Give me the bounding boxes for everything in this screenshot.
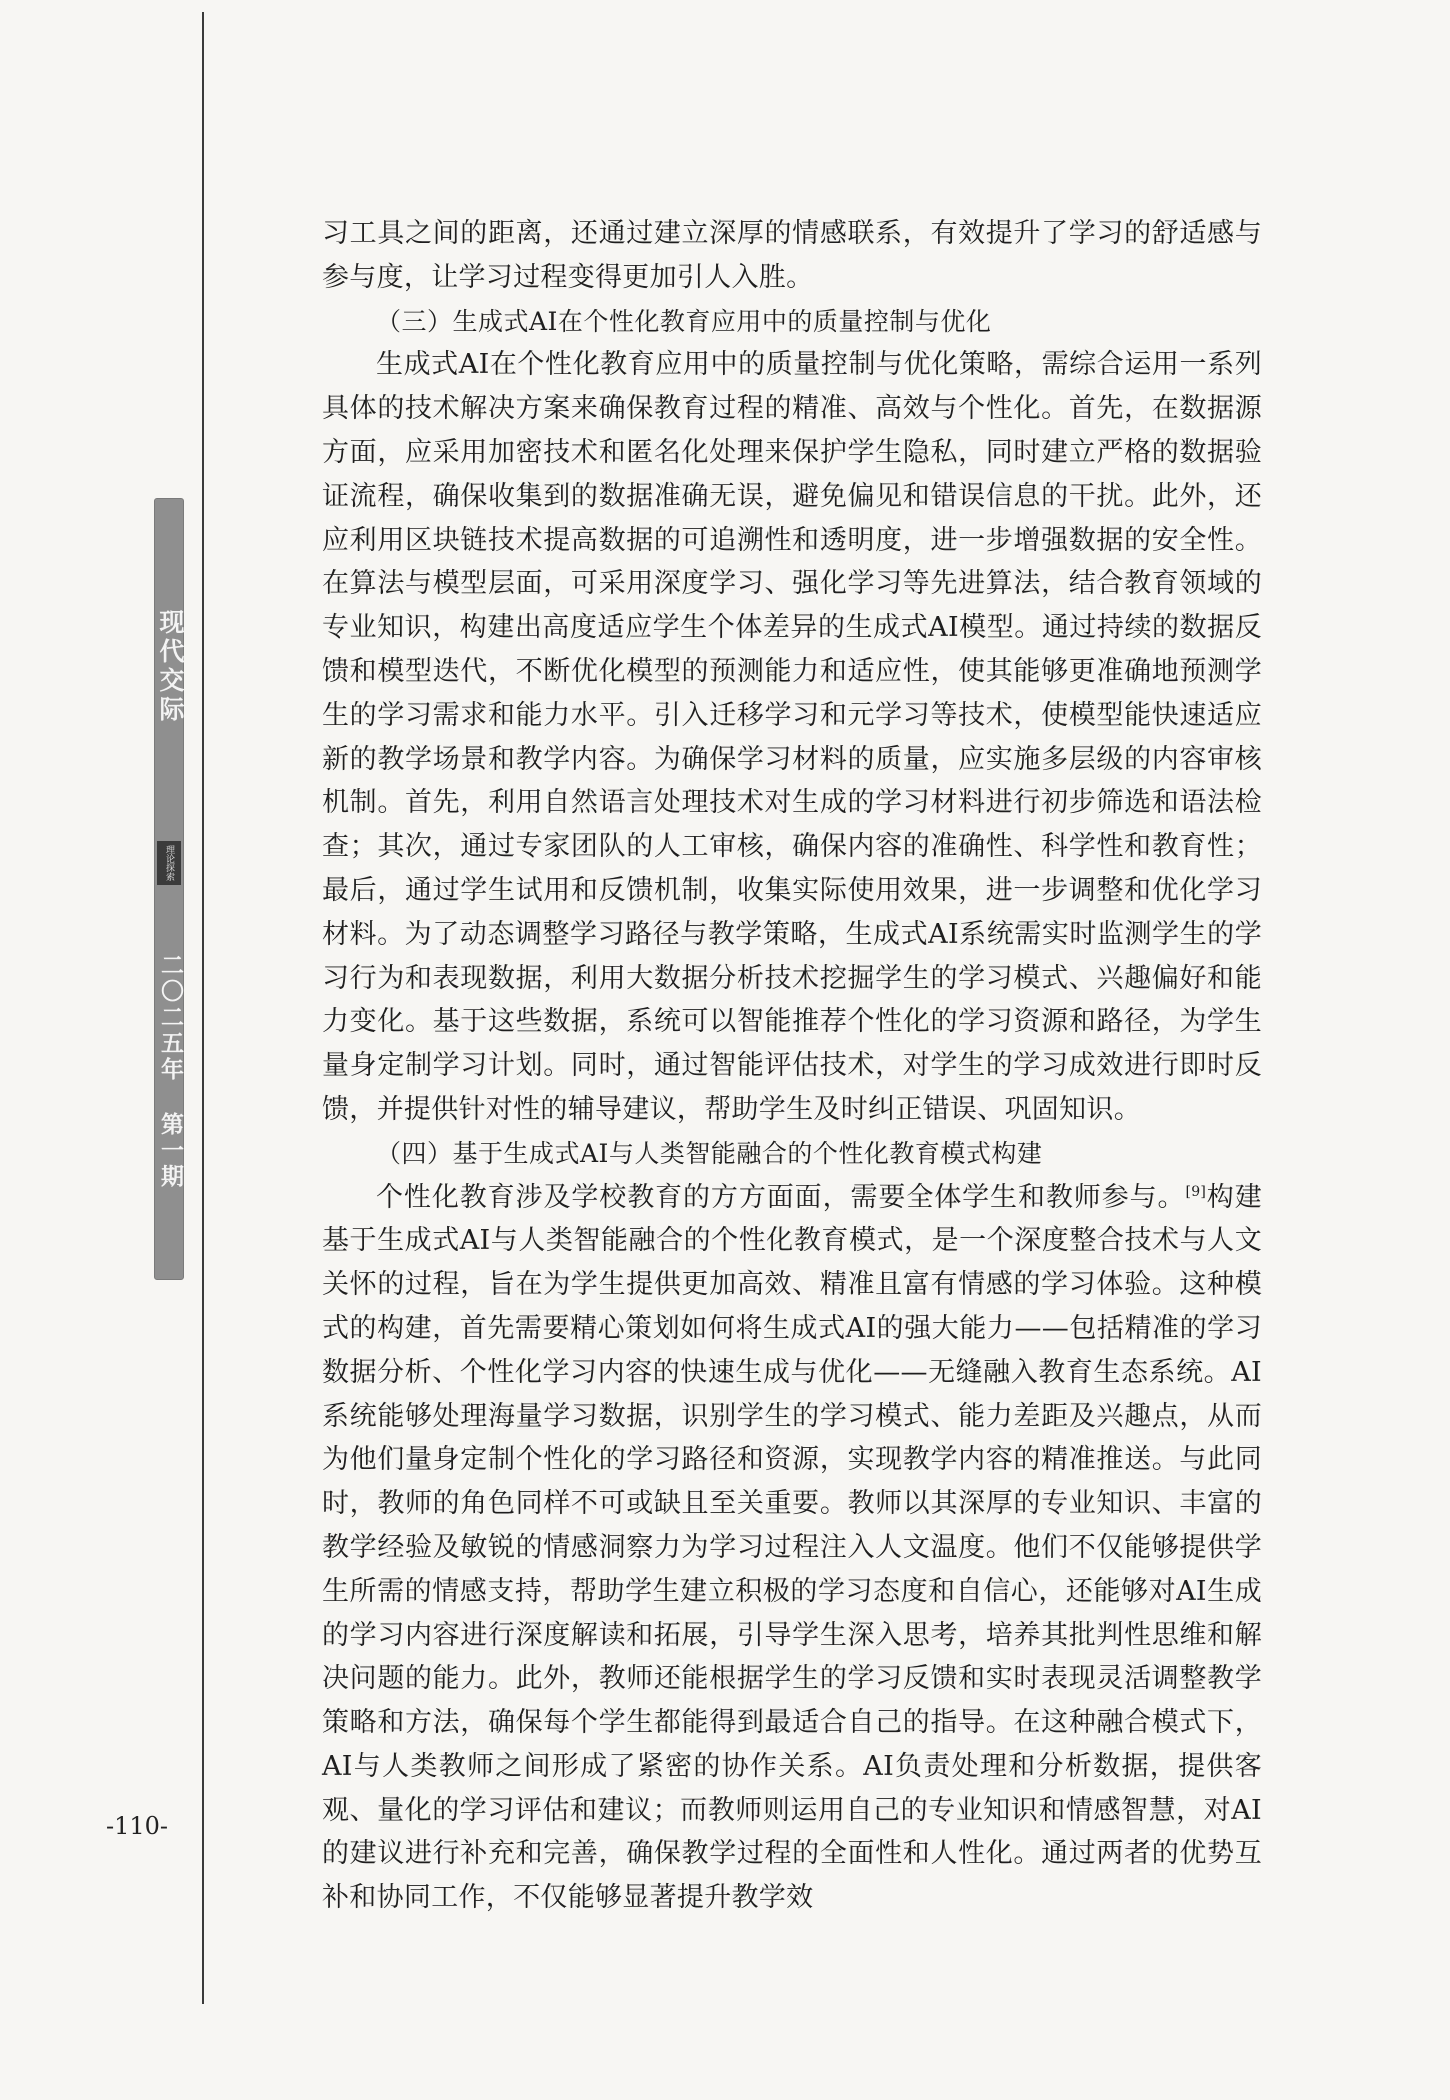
paragraph-fusion-model xyxy=(322,1176,1262,1921)
issue-label: 二〇二五年 第一期 xyxy=(157,953,183,1190)
page-number: -110- xyxy=(106,1812,169,1840)
paragraph-continued: 习工具之间的距离，还通过建立深厚的情感联系，有效提升了学习的舒适感与参与度，让学习过程变得更加引人入胜。 xyxy=(322,218,1262,293)
journal-name: 现代交际 xyxy=(156,609,185,725)
article-body xyxy=(322,212,1262,1920)
citation-ref: [9] xyxy=(1185,1183,1207,1200)
section-heading-3: （三）生成式AI在个性化教育应用中的质量控制与优化 xyxy=(376,306,992,336)
side-tab xyxy=(154,498,184,1280)
section-heading-4: （四）基于生成式AI与人类智能融合的个性化教育模式构建 xyxy=(376,1138,1043,1168)
column-badge: 理论探索 xyxy=(157,841,181,885)
paragraph-quality-control: 生成式AI在个性化教育应用中的质量控制与优化策略，需综合运用一系列具体的技术解决方案来确保教育过程的精准、高效与个性化。首先，在数据源方面，应采用加密技术和匿名化处理来保护学生隐私，同时建立严格的数据验证流程，确保收集到的数据准确无误，避免偏见和错误信息的干扰。此外，还应利用区块链技术提高数据的可追溯性和透明度，进一步增强数据的安全性。在算法与模型层面，可采用深度学习、强化学习等先进算法，结合教育领域的专业知识，构建出高度适应学生个体差异的生成式AI模型。通过持续的数据反馈和模型迭代，不断优化模型的预测能力和适应性，使其能够更准确地预测学生的学习需求和能力水平。引入迁移学习和元学习等技术，使模型能快速适应新的教学场景和教学内容。为确保学习材料的质量，应实施多层级的内容审核机制。首先，利用自然语言处理技术对生成的学习材料进行初步筛选和语法检查；其次，通过专家团队的人工审核，确保内容的准确性、科学性和教育性；最后，通过学生试用和反馈机制，收集实际使用效果，进一步调整和优化学习材料。为了动态调整学习路径与教学策略，生成式AI系统需实时监测学生的学习行为和表现数据，利用大数据分析技术挖掘学生的学习模式、兴趣偏好和能力变化。基于这些数据，系统可以智能推荐个性化的学习资源和路径，为学生量身定制学习计划。同时，通过智能评估技术，对学生的学习成效进行即时反馈，并提供针对性的辅导建议，帮助学生及时纠正错误、巩固知识。 xyxy=(322,349,1262,1125)
margin-rule xyxy=(202,12,204,2004)
paragraph-fusion-lead: 个性化教育涉及学校教育的方方面面，需要全体学生和教师参与。 xyxy=(376,1181,1186,1213)
paragraph-fusion-body: 构建基于生成式AI与人类智能融合的个性化教育模式，是一个深度整合技术与人文关怀的过程，旨在为学生提供更加高效、精准且富有情感的学习体验。这种模式的构建，首先需要精心策划如何将生成式AI的强大能力——包括精准的学习数据分析、个性化学习内容的快速生成与优化——无缝融入教育生态系统。AI系统能够处理海量学习数据，识别学生的学习模式、能力差距及兴趣点，从而为他们量身定制个性化的学习路径和资源，实现教学内容的精准推送。与此同时，教师的角色同样不可或缺且至关重要。教师以其深厚的专业知识、丰富的教学经验及敏锐的情感洞察力为学习过程注入人文温度。他们不仅能够提供学生所需的情感支持，帮助学生建立积极的学习态度和自信心，还能够对AI生成的学习内容进行深度解读和拓展，引导学生深入思考，培养其批判性思维和解决问题的能力。此外，教师还能根据学生的学习反馈和实时表现灵活调整教学策略和方法，确保每个学生都能得到最适合自己的指导。在这种融合模式下，AI与人类教师之间形成了紧密的协作关系。AI负责处理和分析数据，提供客观、量化的学习评估和建议；而教师则运用自己的专业知识和情感智慧，对AI的建议进行补充和完善，确保教学过程的全面性和人性化。通过两者的优势互补和协同工作，不仅能够显著提升教学效 xyxy=(322,1181,1262,1914)
